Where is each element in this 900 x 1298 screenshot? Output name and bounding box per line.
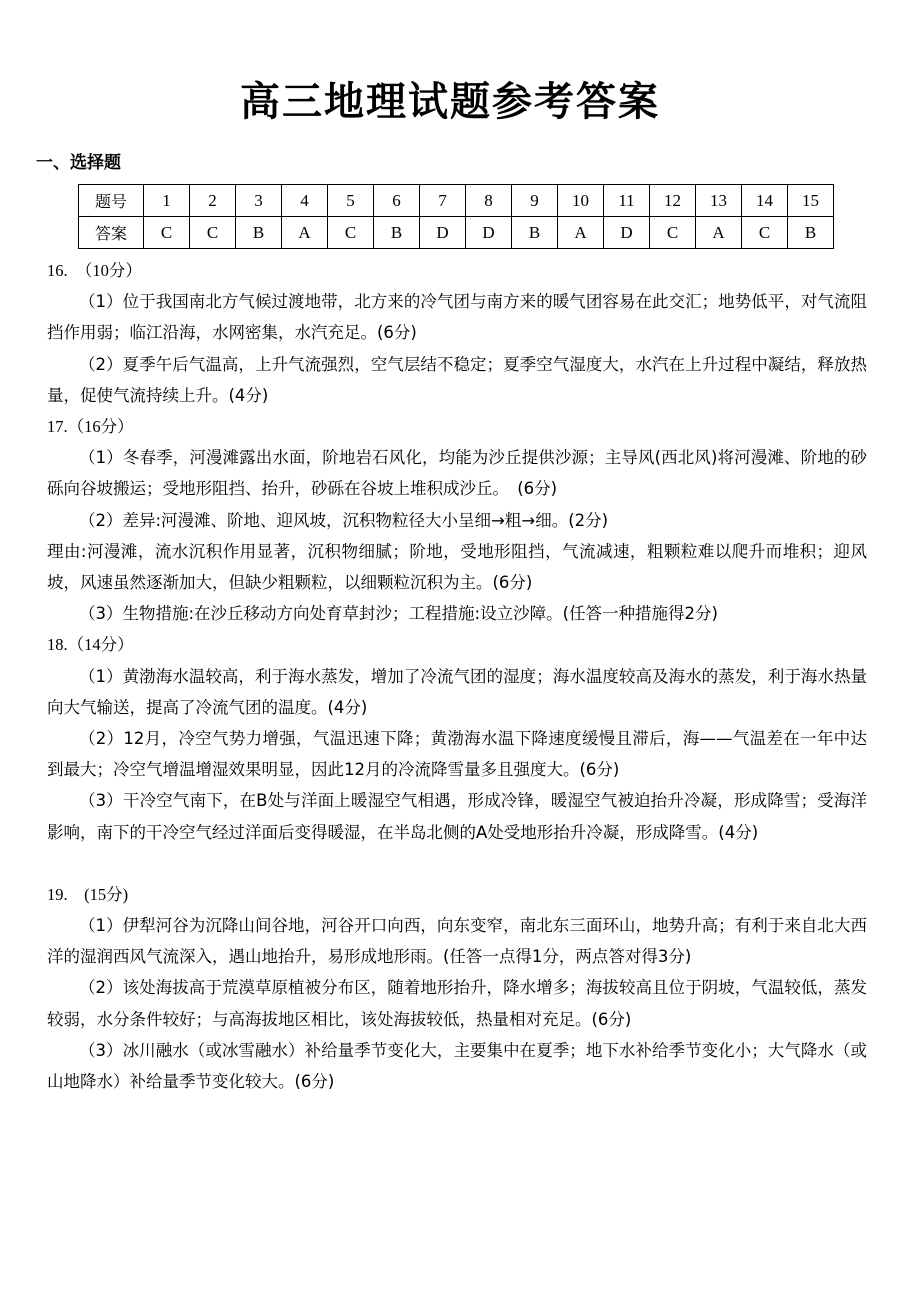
- table-cell-answer: B: [788, 217, 834, 249]
- question-19-part-3: （3）冰川融水（或冰雪融水）补给量季节变化大，主要集中在夏季；地下水补给季节变化小；大气降水（或山地降水）补给量季节变化较大。(6分): [47, 1040, 867, 1092]
- table-cell-answer: A: [282, 217, 328, 249]
- question-17-reason: 理由:河漫滩，流水沉积作用显著，沉积物细腻；阶地，受地形阻挡，气流减速，粗颗粒难以爬升而堆积；迎风坡，风速虽然逐渐加大，但缺少粗颗粒，以细颗粒沉积为主。(6分): [47, 541, 867, 593]
- section-title-choice: 一、选择题: [36, 153, 121, 173]
- table-cell-answer: C: [190, 217, 236, 249]
- row-header-number: 题号: [79, 185, 144, 217]
- table-cell-number: 3: [236, 185, 282, 217]
- table-cell-answer: C: [144, 217, 190, 249]
- table-cell-answer: C: [650, 217, 696, 249]
- question-16-part-1: （1）位于我国南北方气候过渡地带，北方来的冷气团与南方来的暖气团容易在此交汇；地势低平，对气流阻挡作用弱；临江沿海，水网密集，水汽充足。(6分): [47, 292, 867, 343]
- table-cell-answer: D: [420, 217, 466, 249]
- page-title: 高三地理试题参考答案: [240, 79, 660, 125]
- table-cell-answer: A: [558, 217, 604, 249]
- table-cell-answer: A: [696, 217, 742, 249]
- question-17-part-3: （3）生物措施:在沙丘移动方向处育草封沙；工程措施:设立沙障。(任答一种措施得2分): [79, 604, 718, 624]
- question-18-part-3: （3）干冷空气南下，在B处与洋面上暖湿空气相遇，形成冷锋，暖湿空气被迫抬升冷凝，形成降雪；受海洋影响，南下的干冷空气经过洋面后变得暖湿，在半岛北侧的A处受地形抬升冷凝，形成降雪。(4分): [47, 791, 867, 842]
- table-row-numbers: [79, 185, 834, 217]
- table-cell-answer: C: [742, 217, 788, 249]
- table-cell-number: 6: [374, 185, 420, 217]
- table-cell-number: 9: [512, 185, 558, 217]
- table-cell-number: 13: [696, 185, 742, 217]
- table-cell-answer: D: [466, 217, 512, 249]
- table-cell-answer: B: [512, 217, 558, 249]
- spacer: [47, 848, 867, 879]
- question-16-part-2: （2）夏季午后气温高，上升气流强烈，空气层结不稳定；夏季空气湿度大，水汽在上升过程中凝结，释放热量，促使气流持续上升。(4分): [47, 354, 867, 405]
- table-cell-answer: B: [236, 217, 282, 249]
- table-cell-answer: B: [374, 217, 420, 249]
- table-cell-number: 8: [466, 185, 512, 217]
- answer-table: [78, 184, 834, 249]
- question-17-part-1: （1）冬春季，河漫滩露出水面，阶地岩石风化，均能为沙丘提供沙源；主导风(西北风)将河漫滩、阶地的砂砾向谷坡搬运；受地形阻挡、抬升，砂砾在谷坡上堆积成沙丘。 (6分): [47, 448, 867, 499]
- answer-content: [47, 255, 867, 1097]
- question-19-part-2: （2）该处海拔高于荒漠草原植被分布区，随着地形抬升，降水增多；海拔较高且位于阴坡，气温较低，蒸发较弱，水分条件较好；与高海拔地区相比，该处海拔较低，热量相对充足。(6分): [47, 978, 867, 1029]
- table-cell-answer: C: [328, 217, 374, 249]
- table-cell-number: 15: [788, 185, 834, 217]
- question-16-heading: 16. （10分）: [47, 261, 142, 280]
- table-cell-number: 7: [420, 185, 466, 217]
- question-19-heading: 19. (15分): [47, 884, 129, 904]
- question-17-part-2: （2）差异:河漫滩、阶地、迎风坡，沉积物粒径大小呈细→粗→细。(2分): [79, 510, 609, 530]
- table-cell-answer: D: [604, 217, 650, 249]
- table-cell-number: 4: [282, 185, 328, 217]
- table-cell-number: 12: [650, 185, 696, 217]
- table-cell-number: 2: [190, 185, 236, 217]
- question-18-heading: 18.（14分）: [47, 635, 134, 655]
- table-cell-number: 14: [742, 185, 788, 217]
- question-17-heading: 17.（16分）: [47, 417, 134, 437]
- question-18-part-2: （2）12月，冷空气势力增强，气温迅速下降；黄渤海水温下降速度缓慢且滞后，海——气温差在一年中达到最大；冷空气增温增湿效果明显，因此12月的冷流降雪量多且强度大。(6分): [47, 729, 867, 780]
- table-cell-number: 5: [328, 185, 374, 217]
- table-cell-number: 11: [604, 185, 650, 217]
- question-18-part-1: （1）黄渤海水温较高，利于海水蒸发，增加了冷流气团的湿度；海水温度较高及海水的蒸发，利于海水热量向大气输送，提高了冷流气团的温度。(4分): [47, 666, 867, 717]
- table-row-answers: [79, 217, 834, 249]
- question-19-part-1: （1）伊犁河谷为沉降山间谷地，河谷开口向西，向东变窄，南北东三面环山，地势升高；有利于来自北大西洋的湿润西风气流深入，遇山地抬升，易形成地形雨。(任答一点得1分，两点答对得3分): [47, 916, 867, 967]
- table-cell-number: 1: [144, 185, 190, 217]
- row-header-answer: 答案: [79, 217, 144, 249]
- table-cell-number: 10: [558, 185, 604, 217]
